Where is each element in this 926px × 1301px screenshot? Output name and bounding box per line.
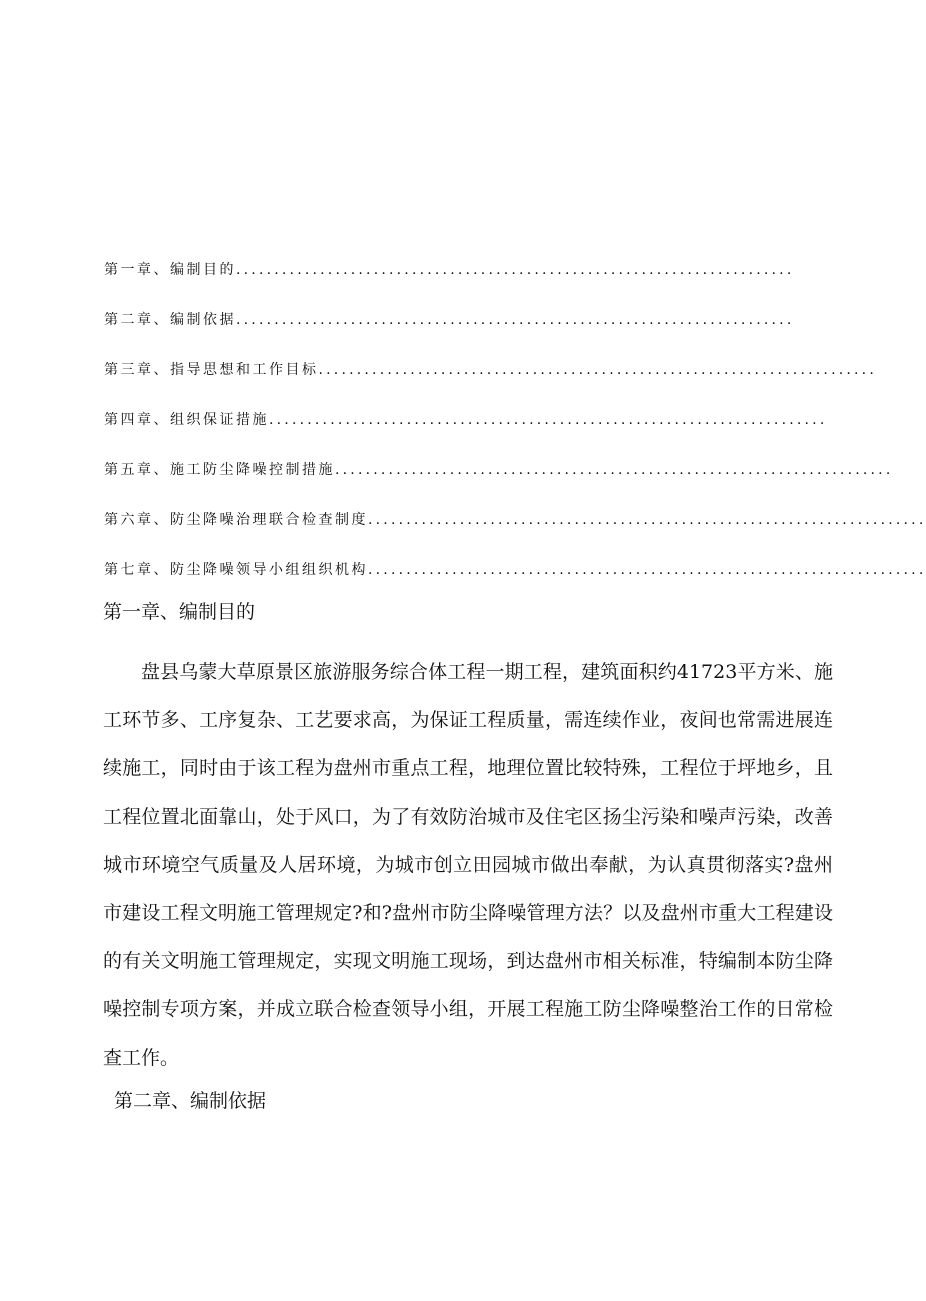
chapter-2-heading: 第二章、编制依据 xyxy=(114,1090,267,1112)
toc-leader: ......................................................................... xyxy=(335,462,894,478)
toc-item-label: 第四章、组织保证措施 xyxy=(104,412,269,428)
toc-item-label: 第七章、防尘降噪领导小组组织机构 xyxy=(104,562,368,578)
toc-item-label: 第二章、编制依据 xyxy=(104,312,236,328)
toc-item[interactable] xyxy=(104,408,828,458)
toc-leader: ......................................................................... xyxy=(269,412,828,428)
toc-item[interactable] xyxy=(104,458,894,508)
toc-item[interactable] xyxy=(104,508,926,558)
toc-leader: ......................................................................... xyxy=(236,312,795,328)
toc-leader: ......................................................................... xyxy=(318,362,877,378)
chapter-1-heading: 第一章、编制目的 xyxy=(103,601,256,623)
toc-item-label: 第三章、指导思想和工作目标 xyxy=(104,362,319,378)
chapter-1-paragraph: 盘县乌蒙大草原景区旅游服务综合体工程一期工程，建筑面积约41723平方米、施工环节多、工序复杂、工艺要求高，为保证工程质量，需连续作业，夜间也常需进展连续施工，同时由于该工程为盘州市重点工程，地理位置比较特殊，工程位于坪地乡，且工程位置北面靠山，处于风口，为了有效防治城市及住宅区扬尘污染和噪声污染，改善城市环境空气质量及人居环境，为城市创立田园城市做出奉献，为认真贯彻落实?盘州市建设工程文明施工管理规定?和?盘州市防尘降噪管理方法？以及盘州市重大工程建设的有关文明施工管理规定，实现文明施工现场，到达盘州市相关标准，特编制本防尘降噪控制专项方案，并成立联合检查领导小组，开展工程施工防尘降噪整治工作的日常检查工作。 xyxy=(103,661,833,1069)
toc-leader: ......................................................................... xyxy=(236,262,795,278)
toc-item-label: 第五章、施工防尘降噪控制措施 xyxy=(104,462,335,478)
toc-item[interactable] xyxy=(104,358,877,408)
toc-item-label: 第六章、防尘降噪治理联合检查制度 xyxy=(104,512,368,528)
toc-leader: ......................................................................... xyxy=(368,512,926,528)
toc-item-label: 第一章、编制目的 xyxy=(104,262,236,278)
toc-item[interactable] xyxy=(104,308,795,358)
table-of-contents xyxy=(104,258,926,608)
toc-item[interactable] xyxy=(104,258,795,308)
toc-leader: ......................................................................... xyxy=(368,562,926,578)
